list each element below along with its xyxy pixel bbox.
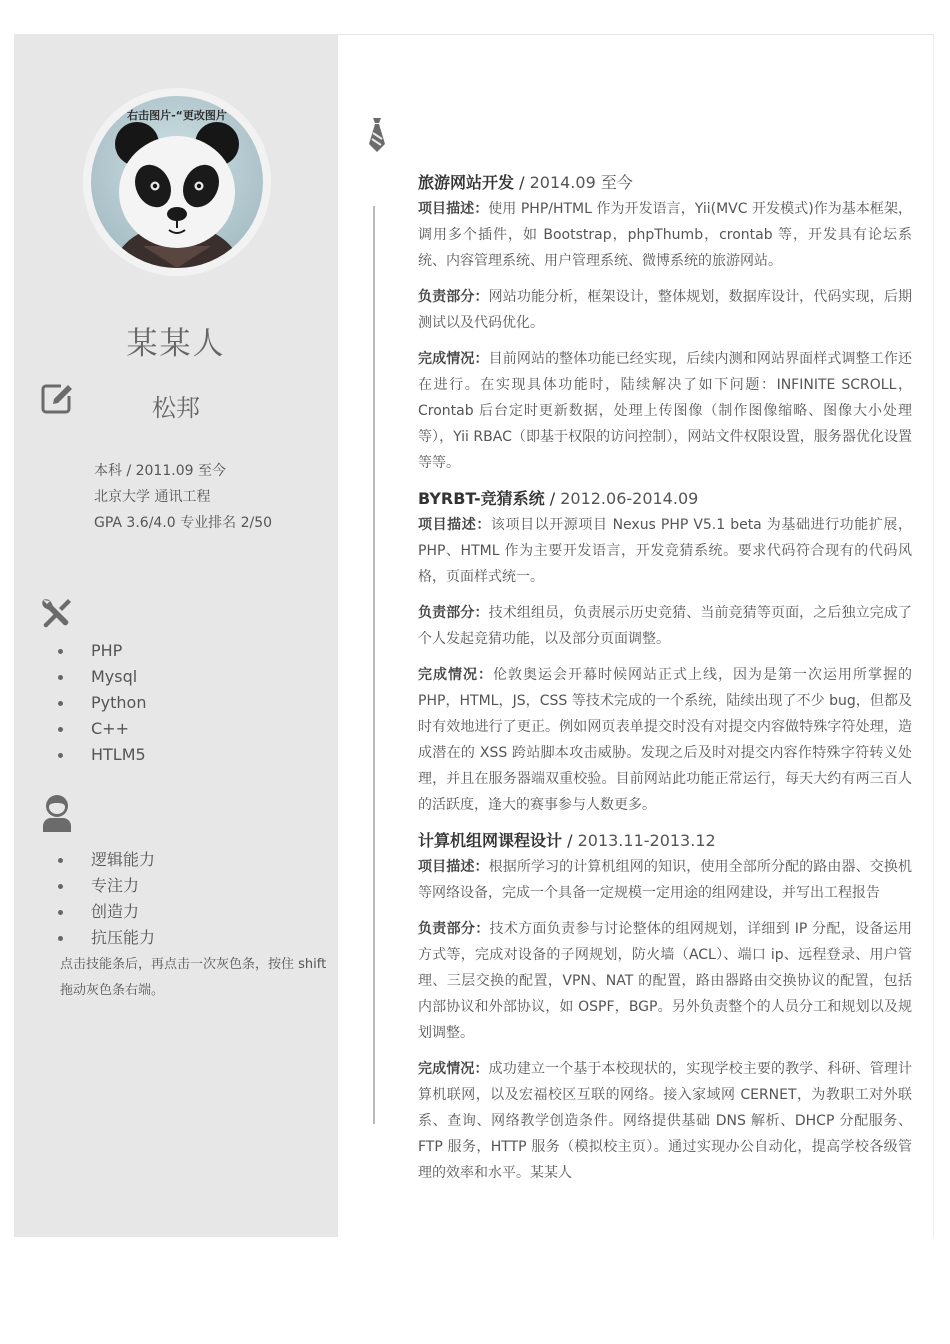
project-section — [418, 600, 912, 652]
project-entry — [418, 828, 912, 1186]
section-text: 伦敦奥运会开幕时候网站正式上线，因为是第一次运用所掌握的 PHP，HTML，JS，CSS 等技术完成的一个系统，陆续出现了不少 bug，但都及时有效地进行了更正。例如网页表单提交时没有对提交内容做特殊字符处理，造成潜在的 XSS 跨站脚本攻击威胁。发现之后及时对提交内容作特殊字符转义处理，并且在服务器端双重校验。目前网站此功能正常运行，每天大约有两三百人的活跃度，逢大的赛事参与人数更多。 — [418, 667, 912, 813]
project-date: 2012.06-2014.09 — [560, 489, 699, 508]
profile-subname: 松邦 — [152, 394, 200, 422]
project-section — [418, 854, 912, 906]
section-label: 完成情况： — [418, 667, 493, 683]
ability-item[interactable]: 抗压能力 — [58, 925, 155, 951]
ability-list — [58, 847, 155, 951]
section-text: 使用 PHP/HTML 作为开发语言，Yii(MVC 开发模式)作为基本框架，调用多个插件，如 Bootstrap，phpThumb，crontab 等，开发具有论坛系统、内容管理系统、用户管理系统、微博系统的旅游网站。 — [418, 201, 913, 269]
project-heading: BYRBT-竞猜系统 / 2012.06-2014.09 — [418, 489, 699, 508]
section-label: 项目描述： — [418, 201, 489, 217]
section-label: 负责部分： — [418, 289, 489, 305]
skill-item[interactable]: PHP — [58, 638, 146, 664]
tools-icon — [38, 596, 74, 630]
section-label: 项目描述： — [418, 517, 491, 533]
skills-list — [58, 638, 146, 768]
project-section — [418, 284, 912, 336]
education-line: 本科 / 2011.09 至今 — [94, 463, 226, 479]
skill-item[interactable]: Mysql — [58, 664, 146, 690]
project-date: 2013.11-2013.12 — [577, 831, 716, 850]
ability-item[interactable]: 逻辑能力 — [58, 847, 155, 873]
section-text: 技术组组员，负责展示历史竞猜、当前竞猜等页面，之后独立完成了个人发起竞猜功能，以及部分页面调整。 — [418, 605, 913, 647]
ability-item[interactable]: 专注力 — [58, 873, 155, 899]
person-icon — [41, 794, 73, 832]
project-section — [418, 196, 912, 274]
ability-item[interactable]: 创造力 — [58, 899, 155, 925]
section-text: 目前网站的整体功能已经实现，后续内测和网站界面样式调整工作还在进行。在实现具体功能时，陆续解决了如下问题：INFINITE SCROLL，Crontab 后台定时更新数据，处理上传图像（制作图像缩略、图像大小处理等），Yii RBAC（即基于权限的访问控制），网站文件权限设置，服务器优化设置等等。 — [418, 351, 913, 471]
project-title: 计算机组网课程设计 — [418, 831, 563, 850]
project-title: 旅游网站开发 — [418, 173, 515, 192]
section-text: 成功建立一个基于本校现状的，实现学校主要的教学、科研、管理计算机联网，以及宏福校区互联的网络。接入家域网 CERNET，为教职工对外联系、查询、网络教学创造条件。网络提供基础 DNS 解析、DHCP 分配服务、FTP 服务，HTTP 服务（模拟校主页）。通过实现办公自动化，提高学校各级管理的效率和水平。某某人 — [418, 1061, 913, 1181]
education-line: GPA 3.6/4.0 专业排名 2/50 — [94, 515, 273, 531]
section-text: 网站功能分析，框架设计，整体规划，数据库设计，代码实现，后期测试以及代码优化。 — [418, 289, 913, 331]
project-section — [418, 916, 912, 1046]
skill-note: 点击技能条后，再点击一次灰色条，按住 shift 拖动灰色条右端。 — [60, 957, 327, 998]
project-entry — [418, 486, 912, 818]
project-date: 2014.09 至今 — [529, 173, 633, 192]
avatar-hint: 右击图片-“更改图片 — [127, 109, 227, 122]
section-label: 负责部分： — [418, 921, 490, 937]
project-section — [418, 662, 912, 818]
project-heading: 计算机组网课程设计 / 2013.11-2013.12 — [418, 831, 716, 850]
project-section — [418, 512, 912, 590]
education-line: 北京大学 通讯工程 — [94, 489, 211, 505]
section-label: 完成情况： — [418, 351, 489, 367]
section-label: 负责部分： — [418, 605, 489, 621]
tie-icon — [367, 117, 387, 153]
project-heading: 旅游网站开发 / 2014.09 至今 — [418, 173, 633, 192]
section-label: 项目描述： — [418, 859, 489, 875]
section-text: 技术方面负责参与讨论整体的组网规划，详细到 IP 分配，设备运用方式等，完成对设备的子网规划，防火墙（ACL）、端口 ip、远程登录、用户管理、三层交换的配置，VPN、NAT 的配置，路由器路由交换协议的配置，包括内部协议和外部协议，如 OSPF，BGP。另外负责整个的人员分工和规划以及规划调整。 — [418, 921, 912, 1041]
profile-name: 某某人 — [126, 326, 226, 362]
skill-item[interactable]: Python — [58, 690, 146, 716]
section-text: 根据所学习的计算机组网的知识，使用全部所分配的路由器、交换机等网络设备，完成一个具备一定规模一定用途的组网建设，并写出工程报告 — [418, 859, 913, 901]
timeline-line — [373, 206, 375, 1124]
project-section — [418, 346, 912, 476]
section-text: 该项目以开源项目 Nexus PHP V5.1 beta 为基础进行功能扩展，PHP、HTML 作为主要开发语言，开发竞猜系统。要求代码符合现有的代码风格，页面样式统一。 — [418, 517, 913, 585]
project-title: BYRBT-竞猜系统 — [418, 489, 545, 508]
project-entry — [418, 170, 912, 476]
experience-content — [418, 170, 912, 1196]
skill-item[interactable]: C++ — [58, 716, 146, 742]
section-label: 完成情况： — [418, 1061, 489, 1077]
skill-item[interactable]: HTLM5 — [58, 742, 146, 768]
education-info — [94, 458, 272, 536]
project-section — [418, 1056, 912, 1186]
